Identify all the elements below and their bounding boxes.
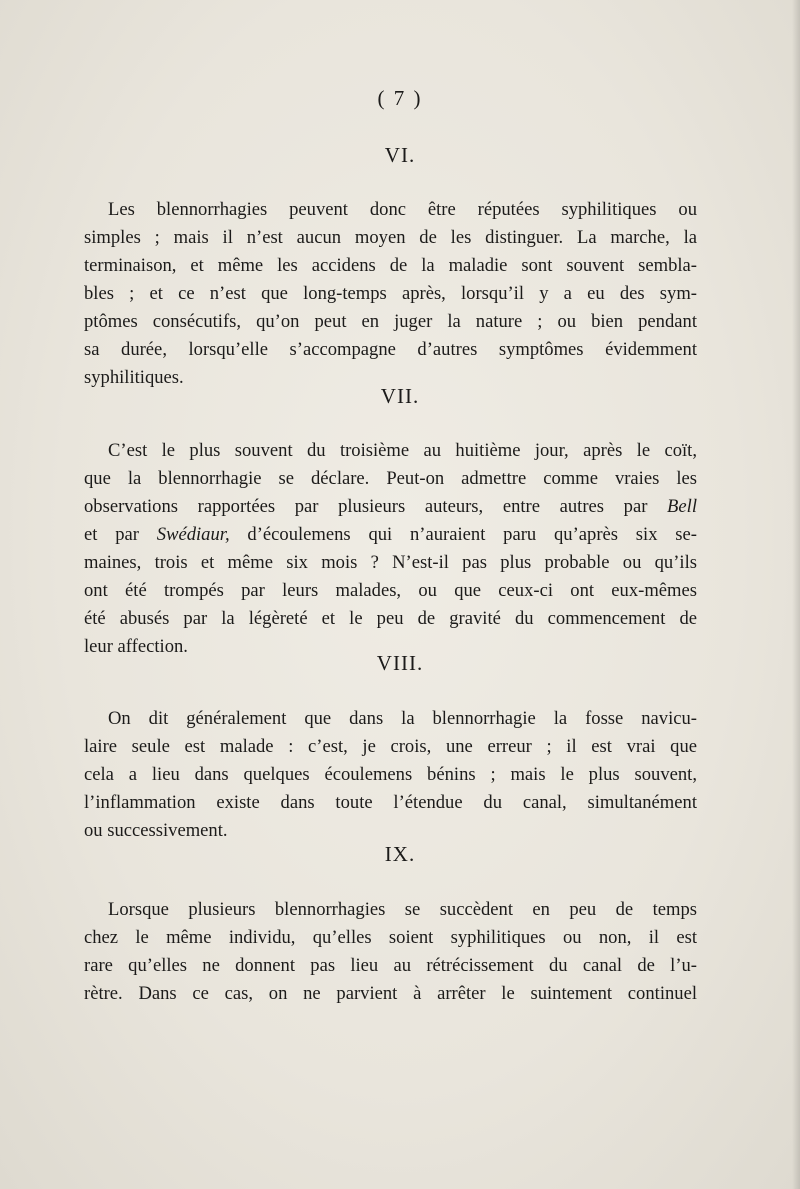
text-line: que la blennorrhagie se déclare. Peut-on admettre comme vraies les [84, 468, 697, 489]
page-edge-shadow [792, 0, 800, 1189]
text-line: maines, trois et même six mois ? N’est-il pas plus probable ou qu’ils [84, 552, 697, 573]
text-line: simples ; mais il n’est aucun moyen de les distinguer. La marche, la [84, 227, 697, 248]
paragraph-vii [84, 437, 697, 661]
text-segment: et par [84, 524, 139, 545]
text-line: terminaison, et même les accidens de la maladie sont souvent sembla- [84, 255, 697, 276]
section-heading-viii: VIII. [376, 651, 424, 675]
text-segment: d’écoulemens qui n’auraient paru qu’après six se- [247, 524, 697, 545]
text-line: cela a lieu dans quelques écoulemens bénins ; mais le plus souvent, [84, 764, 697, 785]
text-line: été abusés par la légèreté et le peu de gravité du commencement de [84, 608, 697, 629]
text-line: C’est le plus souvent du troisième au huitième jour, après le coït, [108, 440, 697, 461]
text-line: chez le même individu, qu’elles soient syphilitiques ou non, il est [84, 927, 697, 948]
section-heading-vii: VII. [380, 384, 420, 408]
text-line: sa durée, lorsqu’elle s’accompagne d’autres symptômes évidemment [84, 339, 697, 360]
text-line: laire seule est malade : c’est, je crois, une erreur ; il est vrai que [84, 736, 697, 757]
paragraph-vi [84, 196, 697, 392]
text-line: Les blennorrhagies peuvent donc être réputées syphilitiques ou [108, 199, 697, 220]
text-line: rètre. Dans ce cas, on ne parvient à arrêter le suintement continuel [84, 983, 697, 1004]
text-line: leur affection. [84, 636, 188, 657]
paragraph-viii [84, 705, 697, 845]
text-line: ont été trompés par leurs malades, ou que ceux-ci ont eux-mêmes [84, 580, 697, 601]
text-line: ptômes consécutifs, qu’on peut en juger la nature ; ou bien pendant [84, 311, 697, 332]
text-line: ou successivement. [84, 820, 228, 841]
text-line: syphilitiques. [84, 367, 184, 388]
text-line: rare qu’elles ne donnent pas lieu au rétrécissement du canal de l’u- [84, 955, 697, 976]
author-name-bell: Bell [667, 496, 697, 517]
section-heading-ix: IX. [384, 842, 416, 866]
text-line: Lorsque plusieurs blennorrhagies se succèdent en peu de temps [108, 899, 697, 920]
text-line: l’inflammation existe dans toute l’étendue du canal, simultanément [84, 792, 697, 813]
text-line: On dit généralement que dans la blennorrhagie la fosse navicu- [108, 708, 697, 729]
text-line [84, 521, 697, 549]
paragraph-ix [84, 896, 697, 1008]
section-heading-vi: VI. [384, 143, 416, 167]
text-segment: observations rapportées par plusieurs auteurs, entre autres par [84, 496, 648, 517]
author-name-swediaur: Swédiaur, [156, 524, 230, 545]
page-number: ( 7 ) [377, 86, 423, 110]
text-line: bles ; et ce n’est que long-temps après, lorsqu’il y a eu des sym- [84, 283, 697, 304]
text-line [84, 493, 697, 521]
